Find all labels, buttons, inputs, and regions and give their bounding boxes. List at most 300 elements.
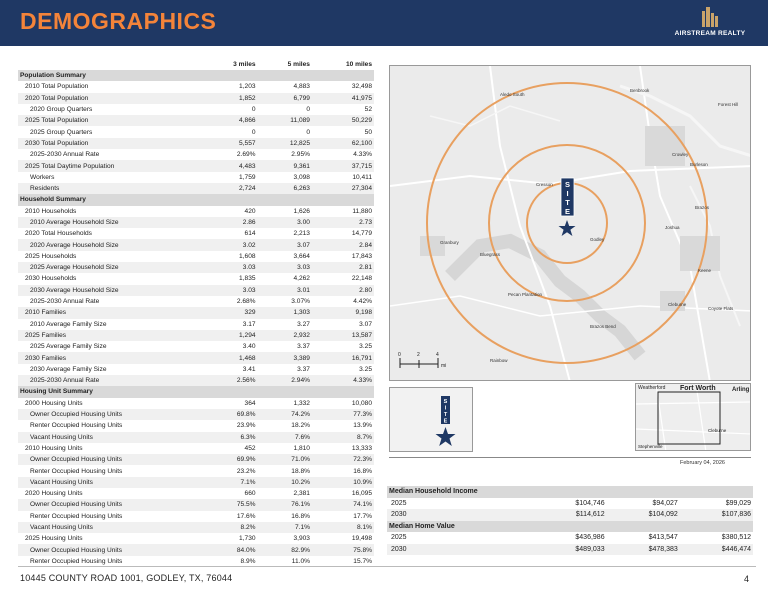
row-label: 2025 Average Household Size bbox=[18, 262, 203, 273]
table-cell bbox=[312, 70, 374, 81]
row-label: 2010 Average Family Size bbox=[30, 320, 107, 328]
row-label: 2025 bbox=[391, 499, 407, 507]
row-label: Population Summary bbox=[18, 70, 203, 81]
svg-text:I: I bbox=[566, 189, 569, 198]
table-cell: 3.03 bbox=[203, 262, 257, 273]
table-cell: 17.7% bbox=[353, 512, 372, 520]
table-cell: 1,332 bbox=[293, 399, 310, 407]
table-cell: 75.5% bbox=[203, 499, 257, 510]
table-cell: 1,835 bbox=[239, 275, 256, 283]
table-cell bbox=[203, 70, 257, 81]
table-cell: 3,389 bbox=[258, 352, 312, 363]
table-cell: 74.1% bbox=[312, 499, 374, 510]
table-cell: 2.81 bbox=[312, 262, 374, 273]
table-cell: $104,746 bbox=[575, 499, 605, 507]
table-cell: 77.3% bbox=[312, 409, 374, 420]
row-label: 2030 Average Family Size bbox=[30, 365, 107, 373]
row-label: 2020 Group Quarters bbox=[30, 106, 93, 114]
row-label: 2025 Average Family Size bbox=[30, 343, 107, 351]
table-cell: 3,098 bbox=[293, 173, 310, 181]
table-cell: 2.95% bbox=[291, 151, 310, 159]
svg-text:mi: mi bbox=[441, 363, 447, 369]
map-label: Bluegrass bbox=[480, 252, 501, 257]
locator-map-canvas bbox=[636, 384, 751, 451]
table-cell: 3,664 bbox=[293, 252, 310, 260]
table-cell: $489,033 bbox=[533, 544, 606, 556]
map-label: Crowley bbox=[672, 152, 689, 157]
table-cell: 50,229 bbox=[312, 115, 374, 126]
table-cell: 452 bbox=[244, 444, 256, 452]
table-cell: 71.0% bbox=[258, 454, 312, 465]
table-cell: 1,730 bbox=[239, 535, 256, 543]
table-row bbox=[18, 364, 374, 375]
table-row bbox=[18, 409, 374, 420]
table-row bbox=[18, 307, 374, 318]
table-row bbox=[18, 488, 374, 499]
header-bar bbox=[0, 0, 768, 46]
table-cell: 74.2% bbox=[258, 409, 312, 420]
table-cell: 0 bbox=[251, 106, 256, 114]
svg-text:Arling: Arling bbox=[732, 387, 750, 393]
table-cell bbox=[258, 386, 312, 397]
row-label: Vacant Housing Units bbox=[18, 522, 203, 533]
table-cell: 9,198 bbox=[312, 307, 374, 318]
map-label: Aledo South bbox=[500, 92, 525, 97]
column-header: 5 miles bbox=[287, 61, 310, 68]
row-label: 2020 Housing Units bbox=[25, 490, 83, 498]
table-cell: 3.41 bbox=[242, 365, 256, 373]
row-label: 2020 Total Population bbox=[18, 93, 203, 104]
table-cell: 4.42% bbox=[353, 298, 372, 306]
table-cell bbox=[258, 194, 312, 205]
svg-text:Stephenville: Stephenville bbox=[638, 444, 663, 449]
table-cell: 9,361 bbox=[258, 160, 312, 171]
svg-text:S: S bbox=[443, 399, 448, 405]
table-cell: 6.3% bbox=[203, 432, 257, 443]
table-cell: 17.6% bbox=[236, 512, 256, 520]
row-label: 2025-2030 Annual Rate bbox=[30, 151, 100, 159]
table-cell: 16.8% bbox=[353, 467, 372, 475]
table-cell: 2.68% bbox=[236, 298, 256, 306]
logo-building-icon bbox=[668, 5, 752, 29]
row-label: 2025 Households bbox=[25, 252, 77, 260]
row-label: 2030 bbox=[387, 544, 533, 556]
income-home-value-table bbox=[387, 486, 753, 555]
map-label: Brazos Bend bbox=[590, 324, 616, 329]
table-cell: 660 bbox=[244, 490, 256, 498]
table-cell bbox=[203, 386, 257, 397]
table-row bbox=[18, 93, 374, 104]
table-cell: 37,715 bbox=[312, 160, 374, 171]
row-label: 2010 Households bbox=[25, 207, 77, 215]
row-label: Vacant Housing Units bbox=[18, 477, 203, 488]
svg-text:Weatherford: Weatherford bbox=[638, 385, 666, 391]
table-cell: 1,759 bbox=[239, 173, 256, 181]
table-cell: 1,303 bbox=[258, 307, 312, 318]
table-cell: 76.1% bbox=[258, 499, 312, 510]
table-row bbox=[18, 522, 374, 533]
section-title: Median Home Value bbox=[387, 521, 753, 533]
table-cell: 6,263 bbox=[258, 183, 312, 194]
svg-text:E: E bbox=[443, 418, 448, 425]
map-label: Godley bbox=[590, 237, 605, 242]
table-cell: 0 bbox=[306, 106, 310, 114]
table-row bbox=[18, 126, 374, 137]
table-row bbox=[18, 183, 374, 194]
row-label: Vacant Housing Units bbox=[18, 432, 203, 443]
svg-text:T: T bbox=[565, 198, 570, 207]
table-cell: 41,975 bbox=[312, 93, 374, 104]
table-cell: 1,468 bbox=[203, 352, 257, 363]
table-cell: 3.27 bbox=[297, 320, 310, 328]
table-cell: 22,148 bbox=[351, 275, 372, 283]
table-row bbox=[18, 375, 374, 386]
table-row bbox=[18, 262, 374, 273]
row-label: Owner Occupied Housing Units bbox=[18, 499, 203, 510]
table-row bbox=[18, 319, 374, 330]
table-cell: $104,092 bbox=[607, 509, 680, 521]
row-label: 2025 Total Population bbox=[18, 115, 203, 126]
table-row bbox=[18, 285, 374, 296]
row-label: Renter Occupied Housing Units bbox=[30, 467, 123, 475]
row-label: 2030 Households bbox=[25, 275, 77, 283]
table-cell: 11.0% bbox=[291, 557, 310, 565]
page-title: DEMOGRAPHICS bbox=[20, 8, 217, 34]
map-label: Burleson bbox=[690, 162, 708, 167]
map-label: Forest Hill bbox=[718, 102, 739, 107]
table-cell: 3.03 bbox=[258, 262, 312, 273]
table-cell: 17,843 bbox=[351, 252, 372, 260]
table-cell: 23.2% bbox=[236, 467, 256, 475]
svg-text:I: I bbox=[444, 405, 447, 412]
table-row bbox=[18, 239, 374, 250]
svg-text:0: 0 bbox=[398, 352, 401, 358]
table-cell: 12,825 bbox=[258, 138, 312, 149]
table-cell: 32,498 bbox=[351, 83, 372, 91]
table-cell: 2.56% bbox=[203, 375, 257, 386]
table-cell: 3.03 bbox=[203, 285, 257, 296]
table-cell: 3.25 bbox=[359, 343, 372, 351]
table-row bbox=[18, 160, 374, 171]
table-cell: 6,799 bbox=[258, 93, 312, 104]
table-cell: 2,724 bbox=[203, 183, 257, 194]
table-row bbox=[18, 432, 374, 443]
table-cell: 1,203 bbox=[239, 83, 256, 91]
row-label: Owner Occupied Housing Units bbox=[18, 409, 203, 420]
table-cell: 1,608 bbox=[239, 252, 256, 260]
table-cell: $446,474 bbox=[680, 544, 753, 556]
svg-text:T: T bbox=[443, 412, 448, 418]
map-label: Cresson bbox=[536, 182, 553, 187]
table-cell: 15.7% bbox=[353, 557, 372, 565]
site-marker[interactable] bbox=[559, 178, 576, 236]
table-row bbox=[18, 206, 374, 217]
locator-map[interactable] bbox=[635, 383, 751, 451]
row-label: 2010 Housing Units bbox=[25, 444, 83, 452]
table-cell: 19,498 bbox=[351, 535, 372, 543]
column-header: 3 miles bbox=[233, 61, 256, 68]
table-cell: 3,903 bbox=[293, 535, 310, 543]
table-cell: $436,986 bbox=[575, 534, 605, 542]
row-label: Owner Occupied Housing Units bbox=[18, 544, 203, 555]
column-header: 10 miles bbox=[345, 61, 372, 68]
map-label: Rainbow bbox=[490, 358, 508, 363]
site-legend-icon bbox=[390, 388, 474, 453]
table-cell: 82.9% bbox=[258, 544, 312, 555]
map-label: Cleburne bbox=[668, 302, 687, 307]
svg-text:4: 4 bbox=[436, 352, 439, 358]
row-label: Workers bbox=[30, 173, 55, 181]
row-label: 2025-2030 Annual Rate bbox=[18, 375, 203, 386]
table-cell: 7.6% bbox=[258, 432, 312, 443]
table-cell bbox=[312, 386, 374, 397]
table-cell: 4.33% bbox=[353, 151, 372, 159]
row-label: 2010 Average Household Size bbox=[18, 217, 203, 228]
company-logo bbox=[668, 5, 752, 41]
table-cell: 4,483 bbox=[203, 160, 257, 171]
table-cell: 14,779 bbox=[351, 230, 372, 238]
table-cell: 3.07 bbox=[359, 320, 372, 328]
table-cell: 2,932 bbox=[258, 330, 312, 341]
table-row bbox=[18, 420, 374, 431]
svg-text:E: E bbox=[564, 207, 571, 216]
row-label: 2025-2030 Annual Rate bbox=[30, 298, 100, 306]
table-cell: 4.33% bbox=[312, 375, 374, 386]
table-row bbox=[18, 104, 374, 115]
table-cell: 1,626 bbox=[293, 207, 310, 215]
table-cell: 27,304 bbox=[312, 183, 374, 194]
table-cell: 11,089 bbox=[258, 115, 312, 126]
site-legend-box bbox=[389, 387, 473, 452]
table-cell: 69.8% bbox=[203, 409, 257, 420]
table-cell: 13,333 bbox=[351, 444, 372, 452]
table-row bbox=[18, 454, 374, 465]
table-cell: 10,411 bbox=[352, 173, 372, 181]
row-label: Renter Occupied Housing Units bbox=[30, 557, 123, 565]
table-cell: 8.7% bbox=[312, 432, 374, 443]
table-row bbox=[18, 251, 374, 262]
table-cell: 18.8% bbox=[291, 467, 310, 475]
table-cell: 7.1% bbox=[203, 477, 257, 488]
table-row bbox=[18, 465, 374, 476]
table-cell: 4,262 bbox=[293, 275, 310, 283]
table-cell: 2,381 bbox=[293, 490, 310, 498]
row-label: 2000 Housing Units bbox=[25, 399, 83, 407]
table-cell: 3.25 bbox=[359, 365, 372, 373]
row-label: 2030 Total Population bbox=[18, 138, 203, 149]
table-row bbox=[18, 172, 374, 183]
section-row bbox=[387, 486, 753, 498]
table-cell: 1,294 bbox=[203, 330, 257, 341]
table-cell: 0 bbox=[306, 128, 310, 136]
table-cell: 3.40 bbox=[242, 343, 256, 351]
table-cell: 4,883 bbox=[293, 83, 310, 91]
page-number: 4 bbox=[744, 574, 750, 584]
table-cell: 16,095 bbox=[351, 490, 372, 498]
table-cell: 18.2% bbox=[291, 422, 310, 430]
table-cell: 2,213 bbox=[293, 230, 310, 238]
map-label: Keene bbox=[698, 268, 712, 273]
table-cell: 0 bbox=[251, 128, 256, 136]
table-cell: $94,027 bbox=[652, 499, 678, 507]
table-cell: 16.8% bbox=[291, 512, 310, 520]
table-cell: 8.1% bbox=[312, 522, 374, 533]
row-label: 2025 Total Daytime Population bbox=[18, 160, 203, 171]
table-cell: 3.37 bbox=[297, 343, 310, 351]
row-label: 2025 bbox=[391, 534, 407, 542]
table-cell: 16,791 bbox=[312, 352, 374, 363]
row-label: 2025 Housing Units bbox=[25, 535, 83, 543]
table-cell: 3.37 bbox=[297, 365, 310, 373]
table-cell: 3.17 bbox=[242, 320, 256, 328]
table-cell: 2.69% bbox=[236, 151, 256, 159]
section-title: Median Household Income bbox=[387, 486, 753, 498]
table-cell: $380,512 bbox=[721, 534, 751, 542]
table-cell: 69.9% bbox=[203, 454, 257, 465]
row-label: 2020 Total Households bbox=[25, 230, 92, 238]
table-row bbox=[18, 544, 374, 555]
report-date: February 04, 2026 bbox=[680, 460, 725, 466]
table-cell: 329 bbox=[203, 307, 257, 318]
radius-map[interactable] bbox=[389, 65, 751, 381]
table-cell: 8.9% bbox=[240, 557, 256, 565]
table-cell: $99,029 bbox=[725, 499, 751, 507]
table-cell: 3.07 bbox=[258, 239, 312, 250]
table-cell: 3.07% bbox=[291, 298, 310, 306]
table-row bbox=[18, 273, 374, 284]
table-row bbox=[18, 228, 374, 239]
table-cell: 614 bbox=[244, 230, 256, 238]
row-label: Residents bbox=[18, 183, 203, 194]
table-row bbox=[18, 149, 374, 160]
table-cell: 8.2% bbox=[203, 522, 257, 533]
map-label: Granbury bbox=[440, 240, 459, 245]
table-cell: 10.2% bbox=[258, 477, 312, 488]
row-label: 2010 Total Population bbox=[25, 83, 89, 91]
table-row bbox=[18, 443, 374, 454]
section-row bbox=[18, 386, 374, 397]
row-label: 2010 Families bbox=[18, 307, 203, 318]
table-cell bbox=[312, 194, 374, 205]
svg-text:2: 2 bbox=[417, 352, 420, 358]
row-label: Renter Occupied Housing Units bbox=[30, 512, 123, 520]
table-row bbox=[18, 533, 374, 544]
row-label: 2030 Families bbox=[18, 352, 203, 363]
table-cell: $413,547 bbox=[648, 534, 678, 542]
table-cell: 13,587 bbox=[312, 330, 374, 341]
table-cell: 52 bbox=[364, 106, 372, 114]
logo-text: AIRSTREAM REALTY bbox=[674, 30, 746, 37]
map-label: Joshua bbox=[665, 225, 680, 230]
map-label: Pecan Plantation bbox=[508, 292, 543, 297]
table-cell: 62,100 bbox=[312, 138, 374, 149]
table-row bbox=[387, 498, 753, 510]
map-label: Brazos bbox=[695, 205, 710, 210]
row-label: Renter Occupied Housing Units bbox=[30, 422, 123, 430]
table-cell: 1,852 bbox=[203, 93, 257, 104]
table-row bbox=[18, 296, 374, 307]
row-label: Owner Occupied Housing Units bbox=[18, 454, 203, 465]
table-row bbox=[387, 509, 753, 521]
table-row bbox=[18, 81, 374, 92]
footer-divider bbox=[18, 566, 756, 567]
table-cell: 11,880 bbox=[352, 207, 372, 215]
table-row bbox=[18, 217, 374, 228]
table-cell: 2.94% bbox=[258, 375, 312, 386]
table-row bbox=[18, 352, 374, 363]
map-label: Coyote Flats bbox=[708, 306, 734, 311]
table-cell: 3.02 bbox=[203, 239, 257, 250]
table-cell: 10.9% bbox=[312, 477, 374, 488]
table-cell: 2.73 bbox=[312, 217, 374, 228]
table-cell: $107,836 bbox=[680, 509, 753, 521]
table-cell: 13.9% bbox=[353, 422, 372, 430]
table-row bbox=[387, 532, 753, 544]
table-cell: $478,383 bbox=[607, 544, 680, 556]
table-cell: 10,080 bbox=[351, 399, 372, 407]
table-cell: 2.80 bbox=[312, 285, 374, 296]
table-row bbox=[18, 477, 374, 488]
table-row bbox=[18, 398, 374, 409]
table-cell: 1,810 bbox=[293, 444, 310, 452]
map-canvas bbox=[390, 66, 751, 381]
table-cell: 2.86 bbox=[203, 217, 257, 228]
table-cell bbox=[258, 70, 312, 81]
table-cell: 7.1% bbox=[258, 522, 312, 533]
row-label: 2020 Average Household Size bbox=[18, 239, 203, 250]
table-cell: 2.84 bbox=[312, 239, 374, 250]
table-row bbox=[18, 330, 374, 341]
section-row bbox=[18, 70, 374, 81]
row-label: 2030 Average Household Size bbox=[18, 285, 203, 296]
table-cell: 4,866 bbox=[203, 115, 257, 126]
table-row bbox=[18, 138, 374, 149]
table-cell: 3.01 bbox=[258, 285, 312, 296]
table-cell: 364 bbox=[244, 399, 256, 407]
table-row bbox=[387, 544, 753, 556]
row-label: Housing Unit Summary bbox=[18, 386, 203, 397]
map-label: Benbrook bbox=[630, 88, 650, 93]
table-cell: 75.8% bbox=[312, 544, 374, 555]
table-row bbox=[18, 115, 374, 126]
row-label: 2030 bbox=[387, 509, 533, 521]
svg-text:S: S bbox=[564, 180, 571, 189]
column-header bbox=[18, 59, 203, 70]
section-row bbox=[387, 521, 753, 533]
demographics-table bbox=[18, 59, 374, 567]
row-label: 2025 Group Quarters bbox=[30, 128, 93, 136]
divider bbox=[389, 457, 751, 458]
table-cell: 5,557 bbox=[203, 138, 257, 149]
table-row bbox=[18, 499, 374, 510]
table-cell: 84.0% bbox=[203, 544, 257, 555]
table-cell: 50 bbox=[364, 128, 372, 136]
section-row bbox=[18, 194, 374, 205]
svg-text:Fort Worth: Fort Worth bbox=[680, 385, 716, 392]
property-address: 10445 COUNTY ROAD 1001, GODLEY, TX, 76044 bbox=[20, 573, 233, 583]
table-cell bbox=[203, 194, 257, 205]
table-cell: 23.9% bbox=[236, 422, 256, 430]
table-cell: 420 bbox=[244, 207, 256, 215]
table-cell: $114,612 bbox=[533, 509, 606, 521]
table-row bbox=[18, 511, 374, 522]
row-label: Household Summary bbox=[18, 194, 203, 205]
svg-text:Cleburne: Cleburne bbox=[708, 428, 727, 433]
table-cell: 72.3% bbox=[312, 454, 374, 465]
table-cell: 3.00 bbox=[258, 217, 312, 228]
table-row bbox=[18, 341, 374, 352]
row-label: 2025 Families bbox=[18, 330, 203, 341]
